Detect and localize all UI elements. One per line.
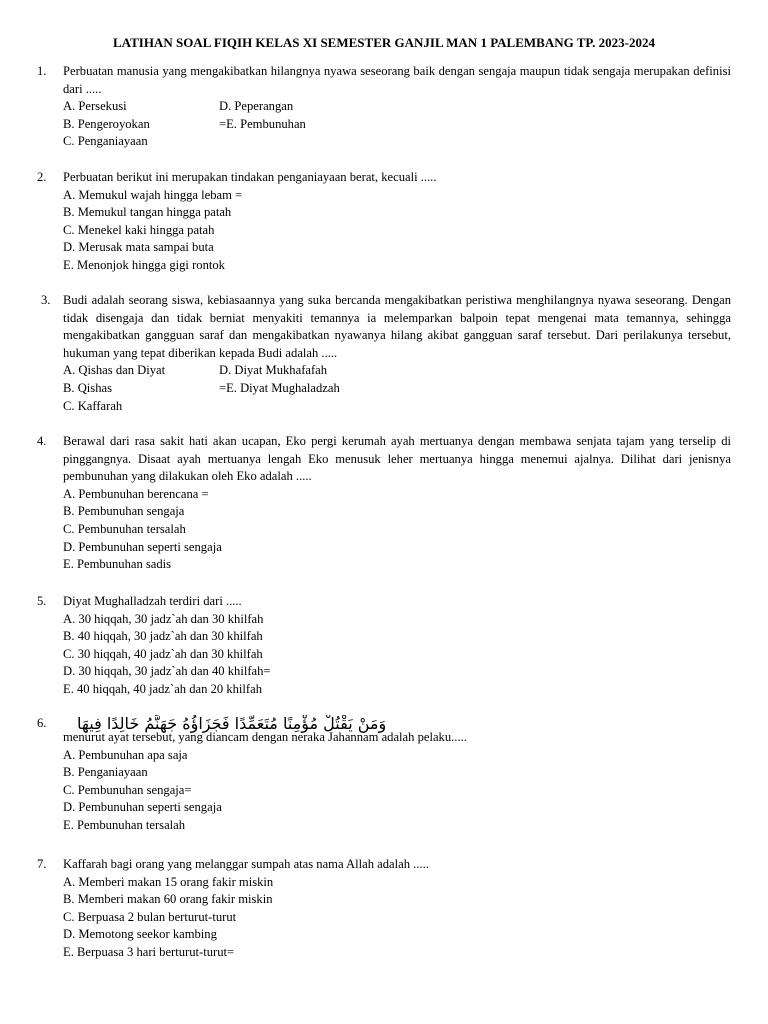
option-d: D. Memotong seekor kambing xyxy=(63,927,217,942)
option-b: B. Pembunuhan sengaja xyxy=(63,504,185,519)
quran-verse: وَمَنْ يَقْتُلْ مُؤْمِنًا مُتَعَمِّدًا فَجَزَاؤُهُ جَهَنَّمُ خَالِدًا فِيهَا xyxy=(77,715,387,733)
option-d: D. Diyat Mukhafafah xyxy=(219,363,328,378)
question-2 xyxy=(37,169,731,275)
option-b: B. Penganiayaan xyxy=(63,765,148,780)
option-a: A. Qishas dan Diyat xyxy=(63,363,166,378)
question-1 xyxy=(37,63,731,151)
question-3 xyxy=(37,292,731,415)
question-6 xyxy=(37,715,731,835)
question-number: 1. xyxy=(37,64,47,78)
question-7 xyxy=(37,856,731,962)
question-5 xyxy=(37,593,731,699)
option-d: D. Pembunuhan seperti sengaja xyxy=(63,539,222,554)
option-a: A. Pembunuhan berencana = xyxy=(63,486,209,501)
page-title: LATIHAN SOAL FIQIH KELAS XI SEMESTER GANJIL MAN 1 PALEMBANG TP. 2023-2024 xyxy=(113,35,655,50)
option-b: B. 40 hiqqah, 30 jadz`ah dan 30 khilfah xyxy=(63,629,263,644)
option-e: E. Berpuasa 3 hari berturut-turut= xyxy=(63,944,235,959)
question-stem: Budi adalah seorang siswa, kebiasaannya yang suka bercanda mengakibatkan peristiwa menghilangnya nyawa seseorang. Dengan tidak disengaja dan tidak berniat menyakiti temannya ia melemparkan balpoin tepat mengenai mata temannya, sehingga mengakibatkan gangguan saraf dan mengakibatkan nyawanya hilang akibat gangguan saraf tersebut. Dari perilakunya tersebut, hukuman yang tepat diberikan kepada Budi adalah ..... xyxy=(63,293,731,360)
question-stem: Berawal dari rasa sakit hati akan ucapan, Eko pergi kerumah ayah mertuanya dengan membawa senjata tajam yang terselip di pinggangnya. Disaat ayah mertuanya lengah Eko menusuk leher mertuanya hingga menemui ajalnya. Dilihat dari jenisnya pembunuhan yang dilakukan oleh Eko adalah ..... xyxy=(63,434,731,484)
question-number: 7. xyxy=(37,857,47,871)
question-number: 6. xyxy=(37,716,47,730)
question-number: 4. xyxy=(37,434,47,448)
question-4 xyxy=(37,433,731,574)
option-c: C. Pembunuhan tersalah xyxy=(63,521,186,536)
option-c: C. 30 hiqqah, 40 jadz`ah dan 30 khilfah xyxy=(63,646,263,661)
option-b: B. Memukul tangan hingga patah xyxy=(63,205,232,220)
question-number: 5. xyxy=(37,594,47,608)
option-a: A. Memukul wajah hingga lebam = xyxy=(63,187,243,202)
option-d: D. Pembunuhan seperti sengaja xyxy=(63,800,222,815)
option-e: E. Pembunuhan sadis xyxy=(63,557,172,572)
option-a: A. Memberi makan 15 orang fakir miskin xyxy=(63,874,274,889)
option-c: C. Kaffarah xyxy=(63,398,123,413)
option-c: C. Pembunuhan sengaja= xyxy=(63,782,192,797)
option-b: B. Qishas xyxy=(63,380,112,395)
option-d: D. Merusak mata sampai buta xyxy=(63,240,214,255)
question-number: 3. xyxy=(41,293,51,307)
option-c: C. Menekel kaki hingga patah xyxy=(63,222,215,237)
question-stem: Perbuatan manusia yang mengakibatkan hilangnya nyawa seseorang baik dengan sengaja maupun tidak sengaja merupakan definisi dari ..... xyxy=(63,64,731,96)
option-c: C. Berpuasa 2 bulan berturut-turut xyxy=(63,909,237,924)
question-stem: menurut ayat tersebut, yang diancam dengan neraka Jahannam adalah pelaku..... xyxy=(63,730,467,744)
option-e: E. Menonjok hingga gigi rontok xyxy=(63,257,225,272)
option-b: B. Memberi makan 60 orang fakir miskin xyxy=(63,892,273,907)
question-number: 2. xyxy=(37,170,47,184)
option-d: D. 30 hiqqah, 30 jadz`ah dan 40 khilfah= xyxy=(63,664,271,679)
option-a: A. Persekusi xyxy=(63,99,127,114)
option-a: A. Pembunuhan apa saja xyxy=(63,747,188,762)
option-a: A. 30 hiqqah, 30 jadz`ah dan 30 khilfah xyxy=(63,611,264,626)
question-stem: Diyat Mughalladzah terdiri dari ..... xyxy=(63,594,242,608)
question-stem: Kaffarah bagi orang yang melanggar sumpah atas nama Allah adalah ..... xyxy=(63,857,429,871)
option-c: C. Penganiayaan xyxy=(63,134,148,149)
question-stem: Perbuatan berikut ini merupakan tindakan penganiayaan berat, kecuali ..... xyxy=(63,170,437,184)
option-e: =E. Diyat Mughaladzah xyxy=(219,380,340,395)
option-d: D. Peperangan xyxy=(219,99,294,114)
option-e: =E. Pembunuhan xyxy=(219,116,306,131)
option-e: E. 40 hiqqah, 40 jadz`ah dan 20 khilfah xyxy=(63,681,262,696)
option-b: B. Pengeroyokan xyxy=(63,116,150,131)
option-e: E. Pembunuhan tersalah xyxy=(63,817,186,832)
